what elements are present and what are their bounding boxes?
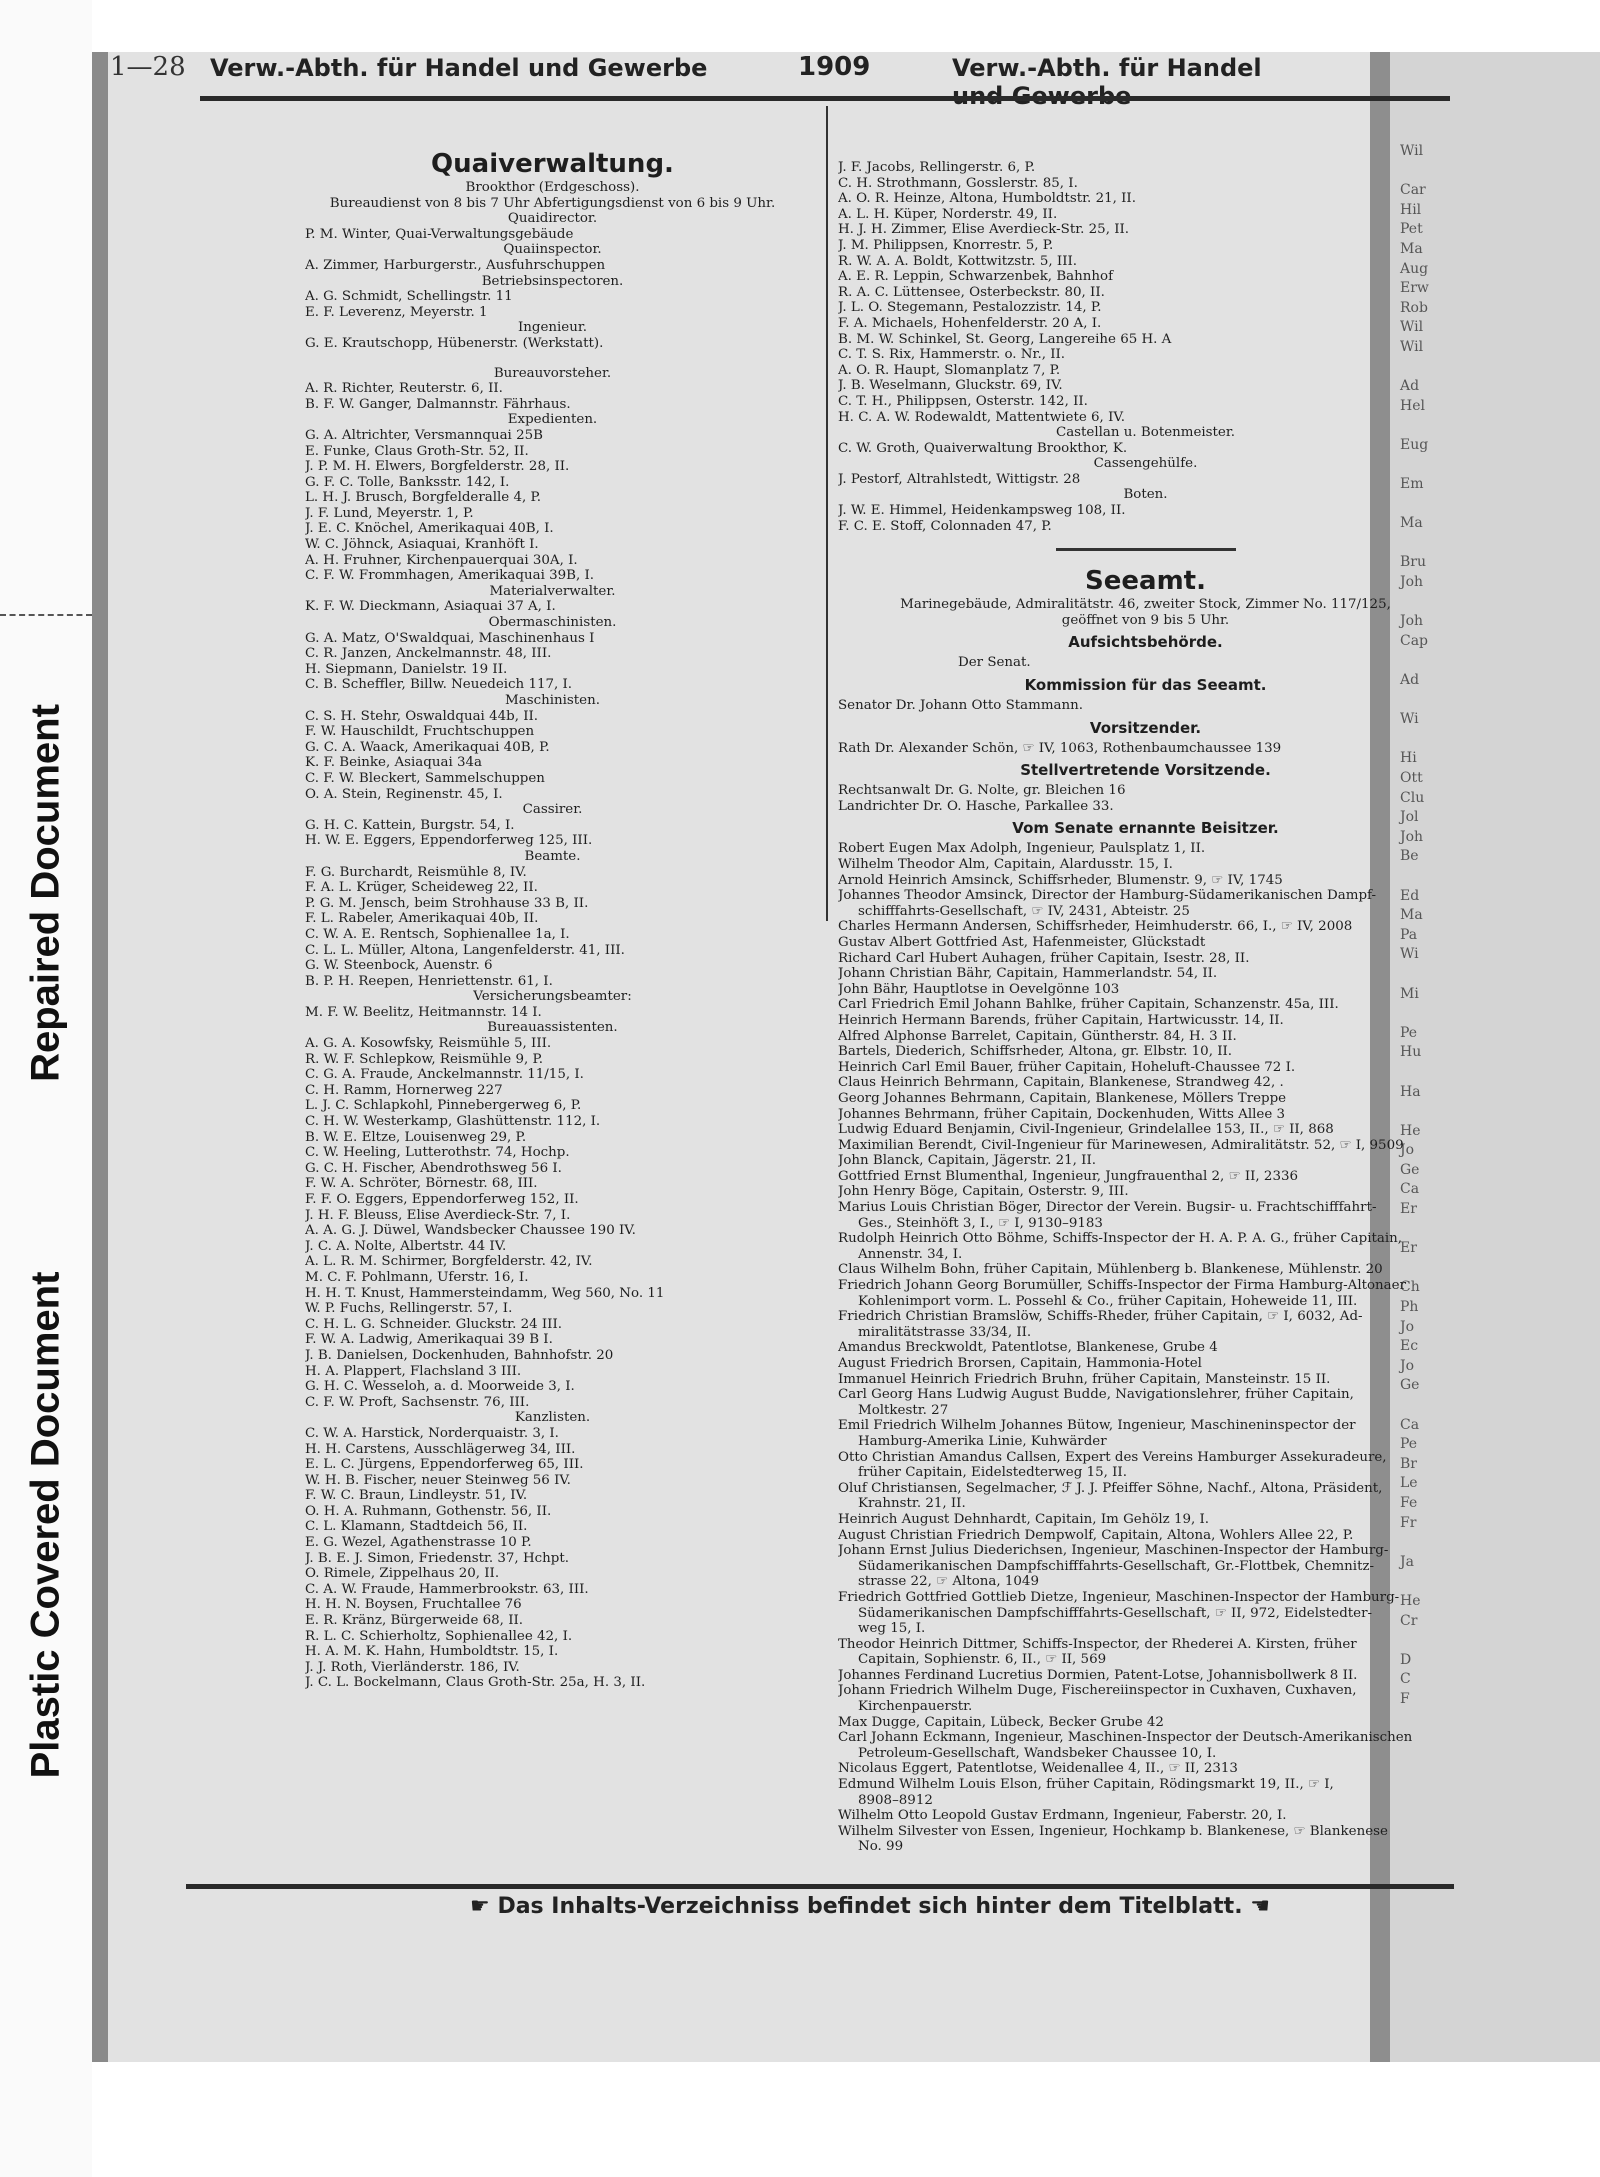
fragment-line: Wil — [1400, 143, 1424, 159]
fragment-line: Pe — [1400, 1436, 1418, 1453]
entry-line: H. C. A. W. Rodewaldt, Mattentwiete 6, IV. — [838, 409, 1125, 425]
entry-line: Robert Eugen Max Adolph, Ingenieur, Paulsplatz 1, II. — [838, 841, 1206, 857]
section-heading: Cassengehülfe. — [1093, 456, 1198, 472]
footer-rule — [186, 1884, 1454, 1889]
kommission-text: Senator Dr. Johann Otto Stammann. — [838, 698, 1084, 714]
entry-line: J. W. E. Himmel, Heidenkampsweg 108, II. — [838, 503, 1126, 519]
fragment-line: Hu — [1400, 1044, 1422, 1061]
entry-line: G. C. A. Waack, Amerikaquai 40B, P. — [305, 739, 550, 755]
entry-line: M. F. W. Beelitz, Heitmannstr. 14 I. — [305, 1004, 542, 1020]
entry-line: F. A. L. Krüger, Scheideweg 22, II. — [305, 880, 538, 896]
entry-line: A. E. R. Leppin, Schwarzenbek, Bahnhof — [838, 269, 1114, 285]
quai-staff-continued — [838, 160, 1453, 534]
entry-line: K. F. W. Dieckmann, Asiaquai 37 A, I. — [305, 599, 556, 615]
entry-line: Marius Louis Christian Böger, Director der Verein. Bugsir- u. Frachtschifffahrt- — [838, 1200, 1377, 1216]
header-right-title: Verw.-Abth. für Handel und Gewerbe — [952, 54, 1262, 110]
entry-line: C. B. Scheffler, Billw. Neuedeich 117, I. — [305, 677, 573, 693]
right-column — [838, 160, 1453, 1855]
entry-line: Claus Heinrich Behrmann, Capitain, Blankenese, Strandweg 42, . — [838, 1075, 1284, 1091]
entry-line: A. L. R. M. Schirmer, Borgfelderstr. 42, IV. — [305, 1254, 593, 1270]
section-heading: Quaiinspector. — [503, 242, 602, 258]
entry-line: C. F. W. Bleckert, Sammelschuppen — [305, 770, 545, 786]
quaiverwaltung-entries — [305, 180, 800, 1691]
entry-line: A. L. H. Küper, Norderstr. 49, II. — [838, 206, 1058, 222]
entry-line: Capitain, Sophienstr. 6, II., ☞ II, 569 — [858, 1652, 1107, 1668]
entry-line: F. W. C. Braun, Lindleystr. 51, IV. — [305, 1488, 528, 1504]
section-heading: Maschinisten. — [505, 693, 600, 708]
entry-line: G. H. C. Wesseloh, a. d. Moorweide 3, I. — [305, 1379, 575, 1395]
entry-line: C. A. W. Fraude, Hammerbrookstr. 63, III. — [305, 1581, 589, 1597]
entry-line: A. H. Fruhner, Kirchenpauerquai 30A, I. — [305, 552, 578, 568]
label-separator — [0, 614, 92, 616]
entry-line: Krahnstr. 21, II. — [858, 1496, 966, 1512]
entry-line: J. E. C. Knöchel, Amerikaquai 40B, I. — [305, 521, 554, 537]
entry-line: weg 15, I. — [858, 1621, 926, 1637]
entry-line: C. G. A. Fraude, Anckelmannstr. 11/15, I. — [305, 1067, 584, 1083]
stellvertreter-line: Rechtsanwalt Dr. G. Nolte, gr. Bleichen 16 — [838, 783, 1126, 799]
entry-line: Alfred Alphonse Barrelet, Capitain, Güntherstr. 84, H. 3 II. — [838, 1028, 1237, 1044]
fragment-line: Mi — [1400, 985, 1419, 1002]
section-heading: Versicherungsbeamter: — [473, 989, 632, 1005]
entry-line: H. A. Plappert, Flachsland 3 III. — [305, 1363, 522, 1379]
entry-line: C. W. Groth, Quaiverwaltung Brookthor, K. — [838, 440, 1128, 456]
entry-line: C. W. A. E. Rentsch, Sophienallee 1a, I. — [305, 926, 570, 942]
entry-line: C. F. W. Proft, Sachsenstr. 76, III. — [305, 1394, 530, 1410]
entry-line: G. C. H. Fischer, Abendrothsweg 56 I. — [305, 1160, 562, 1176]
fragment-line: Ch — [1400, 1279, 1420, 1296]
entry-line: L. H. J. Brusch, Borgfelderalle 4, P. — [305, 490, 542, 506]
entry-line: Friedrich Christian Bramslöw, Schiffs-Rheder, früher Capitain, ☞ I, 6032, Ad- — [838, 1309, 1363, 1325]
fragment-line: Wi — [1400, 946, 1419, 963]
entry-line: J. B. Weselmann, Gluckstr. 69, IV. — [838, 378, 1063, 394]
entry-line: A. O. R. Haupt, Slomanplatz 7, P. — [838, 362, 1061, 378]
fragment-line: Ma — [1400, 907, 1423, 924]
entry-line: E. F. Leverenz, Meyerstr. 1 — [305, 304, 488, 320]
entry-line: Theodor Heinrich Dittmer, Schiffs-Inspector, der Rhederei A. Kirsten, früher — [838, 1636, 1357, 1652]
section-heading: Cassirer. — [522, 802, 583, 818]
fragment-line: Er — [1400, 1201, 1417, 1218]
entry-line: M. C. F. Pohlmann, Uferstr. 16, I. — [305, 1269, 529, 1285]
fragment-line: Rob — [1400, 299, 1428, 316]
entry-line: Amandus Breckwoldt, Patentlotse, Blankenese, Grube 4 — [838, 1340, 1218, 1356]
entry-line: F. F. O. Eggers, Eppendorferweg 152, II. — [305, 1192, 579, 1207]
entry-line: A. A. G. J. Düwel, Wandsbecker Chaussee 190 IV. — [305, 1223, 636, 1239]
entry-line: August Friedrich Brorsen, Capitain, Hammonia-Hotel — [838, 1356, 1202, 1371]
entry-line: G. A. Altrichter, Versmannquai 25B — [305, 427, 543, 443]
entry-line: H. H. N. Boysen, Fruchtallee 76 — [305, 1597, 522, 1613]
entry-line: W. C. Jöhnck, Asiaquai, Kranhöft I. — [305, 537, 539, 553]
entry-line: Oluf Christiansen, Segelmacher, ℱ J. J. Pfeiffer Söhne, Nachf., Altona, Präsident, — [838, 1480, 1383, 1496]
fragment-line: Ma — [1400, 240, 1423, 257]
fragment-line: Wi — [1400, 711, 1419, 728]
fragment-line: He — [1400, 1122, 1421, 1139]
fragment-line: Ca — [1400, 1416, 1420, 1433]
beisitzer-entries — [838, 841, 1453, 1855]
side-labels — [0, 0, 92, 2177]
repaired-document-label: Repaired Document — [23, 704, 68, 1082]
entry-line: C. W. Heeling, Lutterothstr. 74, Hochp. — [305, 1145, 570, 1161]
entry-line: Johannes Theodor Amsinck, Director der Hamburg-Südamerikanischen Dampf- — [838, 888, 1377, 904]
entry-line: Ges., Steinhöft 3, I., ☞ I, 9130–9183 — [858, 1215, 1103, 1231]
entry-line: J. F. Lund, Meyerstr. 1, P. — [305, 505, 474, 521]
entry-line: Südamerikanischen Dampfschifffahrts-Gesellschaft, Gr.-Flottbek, Chemnitz- — [858, 1558, 1375, 1574]
footer-text: Das Inhalts-Verzeichniss befindet sich hinter dem Titelblatt. — [497, 1894, 1243, 1919]
entry-line: G. A. Matz, O'Swaldquai, Maschinenhaus I — [305, 630, 595, 646]
vorsitzender-heading: Vorsitzender. — [1089, 718, 1202, 737]
entry-line: H. A. M. K. Hahn, Humboldtstr. 15, I. — [305, 1644, 559, 1660]
plastic-covered-label: Plastic Covered Document — [23, 1271, 68, 1779]
entry-line: A. O. R. Heinze, Altona, Humboldtstr. 21, II. — [838, 191, 1136, 207]
entry-line: No. 99 — [858, 1839, 904, 1855]
fragment-line: Jol — [1400, 809, 1419, 826]
entry-line: Ludwig Eduard Benjamin, Civil-Ingenieur, Grindelallee 153, II., ☞ II, 868 — [838, 1122, 1334, 1138]
entry-line: früher Capitain, Eidelstedterweg 15, II. — [858, 1465, 1127, 1481]
aufsichtsbehoerde-text: Der Senat. — [958, 655, 1031, 671]
fragment-line: Aug — [1400, 260, 1429, 277]
entry-line: Nicolaus Eggert, Patentlotse, Weidenallee 4, II., ☞ II, 2313 — [838, 1761, 1238, 1777]
entry-line: J. F. Jacobs, Rellingerstr. 6, P. — [838, 160, 1036, 175]
stellvertreter-heading: Stellvertretende Vorsitzende. — [1020, 761, 1271, 780]
section-heading: Castellan u. Botenmeister. — [1055, 425, 1236, 441]
entry-line: Heinrich August Dehnhardt, Capitain, Im Gehölz 19, I. — [838, 1511, 1210, 1527]
section-rule — [1056, 548, 1236, 551]
fragment-line: Joh — [1400, 613, 1424, 630]
entry-line: C. F. W. Frommhagen, Amerikaquai 39B, I. — [305, 568, 595, 584]
section-heading: Beamte. — [524, 848, 581, 864]
entry-line: Immanuel Heinrich Friedrich Bruhn, früher Capitain, Mansteinstr. 15 II. — [838, 1371, 1331, 1387]
spacer — [305, 352, 800, 366]
entry-line: Johann Friedrich Wilhelm Duge, Fischereiinspector in Cuxhaven, Cuxhaven, — [838, 1683, 1357, 1699]
fragment-line: Joh — [1400, 828, 1424, 845]
fragment-line: Ed — [1400, 887, 1420, 904]
entry-line: Wilhelm Silvester von Essen, Ingenieur, Hochkamp b. Blankenese, ☞ Blankenese — [838, 1823, 1388, 1839]
entry-line: G. H. C. Kattein, Burgstr. 54, I. — [305, 817, 515, 833]
fragment-line: Jo — [1400, 1142, 1415, 1159]
column-divider — [826, 106, 828, 921]
fragment-line: Ca — [1400, 1181, 1420, 1198]
entry-line: L. J. C. Schlapkohl, Pinnebergerweg 6, P. — [305, 1098, 582, 1114]
entry-line: C. H. W. Westerkamp, Glashüttenstr. 112, I. — [305, 1114, 601, 1130]
entry-line: Gottfried Ernst Blumenthal, Ingenieur, Jungfrauenthal 2, ☞ II, 2336 — [838, 1168, 1299, 1184]
entry-line: A. R. Richter, Reuterstr. 6, II. — [305, 381, 503, 397]
entry-line: Rudolph Heinrich Otto Böhme, Schiffs-Inspector der H. A. P. A. G., früher Capitain, — [838, 1231, 1403, 1247]
entry-line: Richard Carl Hubert Auhagen, früher Capitain, Isestr. 28, II. — [838, 950, 1250, 966]
entry-line: P. M. Winter, Quai-Verwaltungsgebäude — [305, 226, 574, 242]
fragment-line: Joh — [1400, 574, 1424, 591]
entry-line: P. G. M. Jensch, beim Strohhause 33 B, II. — [305, 895, 589, 911]
fragment-line: Pa — [1400, 926, 1418, 943]
stellvertreter-line: Landrichter Dr. O. Hasche, Parkallee 33. — [838, 798, 1114, 814]
entry-line: F. W. A. Ladwig, Amerikaquai 39 B I. — [305, 1332, 553, 1348]
entry-line: A. Zimmer, Harburgerstr., Ausfuhrschuppen — [305, 257, 606, 273]
entry-line: G. W. Steenbock, Auenstr. 6 — [305, 958, 493, 974]
section-heading: Materialverwalter. — [489, 583, 616, 599]
entry-line: W. P. Fuchs, Rellingerstr. 57, I. — [305, 1301, 513, 1317]
entry-line: Charles Hermann Andersen, Schiffsrheder, Heimhuderstr. 66, I., ☞ IV, 2008 — [838, 919, 1353, 935]
section-heading: Betriebsinspectoren. — [481, 273, 624, 289]
entry-line: Johann Christian Bähr, Capitain, Hammerlandstr. 54, II. — [838, 966, 1218, 982]
header-year: 1909 — [798, 52, 871, 82]
entry-line: Kirchenpauerstr. — [858, 1699, 973, 1715]
entry-line: Georg Johannes Behrmann, Capitain, Blankenese, Möllers Treppe — [838, 1090, 1287, 1106]
fragment-line: Jo — [1400, 1318, 1415, 1335]
entry-line: E. G. Wezel, Agathenstrasse 10 P. — [305, 1535, 532, 1551]
entry-line: B. W. E. Eltze, Louisenweg 29, P. — [305, 1129, 527, 1145]
entry-line: Carl Johann Eckmann, Ingenieur, Maschinen-Inspector der Deutsch-Amerikanischen — [838, 1730, 1413, 1746]
fragment-line: Hel — [1400, 397, 1425, 414]
fragment-line: Cr — [1400, 1612, 1418, 1629]
entry-line: B. F. W. Ganger, Dalmannstr. Fährhaus. — [305, 396, 571, 412]
entry-line: J. L. O. Stegemann, Pestalozzistr. 14, P. — [838, 300, 1102, 316]
fragment-line: Pe — [1400, 1024, 1418, 1041]
fragment-line: Ad — [1400, 672, 1420, 689]
fragment-line: Wil — [1400, 338, 1424, 355]
entry-line: Emil Friedrich Wilhelm Johannes Bütow, Ingenieur, Maschineninspector der — [838, 1418, 1356, 1434]
entry-line: Wilhelm Theodor Alm, Capitain, Alardusstr. 15, I. — [838, 857, 1173, 872]
seeamt-title: Seeamt. — [1085, 566, 1206, 597]
entry-line: J. Pestorf, Altrahlstedt, Wittigstr. 28 — [838, 471, 1081, 487]
vorsitzender-text: Rath Dr. Alexander Schön, ☞ IV, 1063, Rothenbaumchaussee 139 — [838, 740, 1282, 756]
entry-line: F. G. Burchardt, Reismühle 8, IV. — [305, 864, 527, 880]
fragment-line: Bru — [1400, 554, 1426, 571]
fragment-line: Clu — [1400, 789, 1425, 806]
section-heading: Boten. — [1123, 487, 1168, 503]
fragment-line: C — [1400, 1671, 1411, 1688]
entry-line: J. B. E. J. Simon, Friedenstr. 37, Hchpt. — [305, 1550, 569, 1566]
entry-line: Claus Wilhelm Bohn, früher Capitain, Mühlenberg b. Blankenese, Mühlenstr. 20 — [838, 1262, 1383, 1278]
entry-line: Johann Ernst Julius Diederichsen, Ingenieur, Maschinen-Inspector der Hamburg- — [838, 1543, 1389, 1559]
entry-line: C. L. Klamann, Stadtdeich 56, II. — [305, 1519, 528, 1535]
entry-line: strasse 22, ☞ Altona, 1049 — [858, 1574, 1039, 1590]
fragment-line: Ge — [1400, 1377, 1420, 1394]
section-heading: Ingenieur. — [517, 320, 588, 336]
fragment-line: Em — [1400, 476, 1424, 493]
fragment-line: Pet — [1400, 221, 1423, 238]
quaiverwaltung-title: Quaiverwaltung. — [431, 149, 674, 179]
entry-line: Heinrich Hermann Barends, früher Capitain, Hartwicusstr. 14, II. — [838, 1012, 1284, 1028]
kommission-heading: Kommission für das Seeamt. — [1024, 676, 1267, 695]
entry-line: Carl Friedrich Emil Johann Bahlke, früher Capitain, Schanzenstr. 45a, III. — [838, 997, 1339, 1013]
fragment-line: Car — [1400, 182, 1426, 199]
fragment-line: F — [1400, 1690, 1410, 1707]
entry-line: R. W. F. Schlepkow, Reismühle 9, P. — [305, 1051, 544, 1067]
entry-line: Edmund Wilhelm Louis Elson, früher Capitain, Rödingsmarkt 19, II., ☞ I, — [838, 1777, 1334, 1793]
entry-line: Gustav Albert Gottfried Ast, Hafenmeister, Glückstadt — [838, 934, 1206, 950]
entry-line: B. P. H. Reepen, Henriettenstr. 61, I. — [305, 973, 553, 989]
fragment-line: Jo — [1400, 1357, 1415, 1374]
fragment-line: Ja — [1400, 1553, 1414, 1570]
entry-line: Moltkestr. 27 — [858, 1402, 949, 1418]
fragment-line: Hil — [1400, 201, 1422, 218]
entry-line: Johannes Behrmann, früher Capitain, Dockenhuden, Witts Allee 3 — [838, 1106, 1286, 1122]
entry-line: Arnold Heinrich Amsinck, Schiffsrheder, Blumenstr. 9, ☞ IV, 1745 — [838, 872, 1283, 888]
entry-line: Max Dugge, Capitain, Lübeck, Becker Grube 42 — [838, 1714, 1164, 1730]
entry-line: Friedrich Gottfried Gottlieb Dietze, Ingenieur, Maschinen-Inspector der Hamburg- — [838, 1589, 1400, 1605]
entry-line: Südamerikanischen Dampfschifffahrts-Gesellschaft, ☞ II, 972, Eidelstedter- — [858, 1605, 1372, 1621]
entry-line: W. H. B. Fischer, neuer Steinweg 56 IV. — [305, 1472, 571, 1488]
fragment-line: Fr — [1400, 1514, 1417, 1531]
fragment-line: D — [1400, 1651, 1412, 1668]
entry-line: F. L. Rabeler, Amerikaquai 40b, II. — [305, 911, 539, 927]
entry-line: R. L. C. Schierholtz, Sophienallee 42, I. — [305, 1628, 573, 1644]
entry-line: Otto Christian Amandus Callsen, Expert des Vereins Hamburger Assekuradeure, — [838, 1449, 1387, 1465]
entry-line: C. H. L. G. Schneider. Gluckstr. 24 III. — [305, 1316, 563, 1332]
header-rule — [200, 96, 1450, 101]
entry-line: F. W. Hauschildt, Fruchtschuppen — [305, 724, 535, 740]
pointing-hand-icon: ☚ — [1250, 1894, 1270, 1919]
entry-line: H. H. Carstens, Ausschlägerweg 34, III. — [305, 1441, 576, 1457]
entry-line: H. J. H. Zimmer, Elise Averdieck-Str. 25, II. — [838, 222, 1130, 238]
entry-line: J. B. Danielsen, Dockenhuden, Bahnhofstr. 20 — [305, 1347, 614, 1363]
fragment-line: Ec — [1400, 1338, 1419, 1355]
entry-line: miralitätstrasse 33/34, II. — [858, 1324, 1032, 1340]
section-heading: Quaidirector. — [507, 211, 598, 227]
fragment-line: Erw — [1400, 280, 1429, 297]
entry-line: G. E. Krautschopp, Hübenerstr. (Werkstatt). — [305, 335, 604, 351]
fragment-line: Cap — [1400, 632, 1429, 649]
fragment-line: Le — [1400, 1475, 1418, 1492]
entry-line: E. Funke, Claus Groth-Str. 52, II. — [305, 443, 529, 459]
fragment-line: Be — [1400, 848, 1419, 865]
entry-line: Wilhelm Otto Leopold Gustav Erdmann, Ingenieur, Faberstr. 20, I. — [838, 1808, 1287, 1824]
fragment-line: Eug — [1400, 436, 1429, 453]
entry-line: O. H. A. Ruhmann, Gothenstr. 56, II. — [305, 1503, 552, 1519]
entry-line: H. Siepmann, Danielstr. 19 II. — [305, 661, 508, 677]
fragment-line: Ha — [1400, 1083, 1421, 1100]
fragment-line: He — [1400, 1592, 1421, 1609]
section-heading: Obermaschinisten. — [488, 615, 617, 631]
entry-line: E. R. Kränz, Bürgerweide 68, II. — [305, 1613, 524, 1629]
seeamt-hours: geöffnet von 9 bis 5 Uhr. — [1061, 612, 1230, 628]
entry-line: C. S. H. Stehr, Oswaldquai 44b, II. — [305, 708, 539, 724]
entry-line: John Bähr, Hauptlotse in Oevelgönne 103 — [838, 981, 1120, 997]
entry-line: Annenstr. 34, I. — [858, 1246, 963, 1262]
entry-line: J. H. F. Bleuss, Elise Averdieck-Str. 7, I. — [305, 1207, 571, 1223]
header-left-title: Verw.-Abth. für Handel und Gewerbe — [210, 54, 708, 82]
page-header — [110, 48, 1280, 110]
fragment-line: Ge — [1400, 1161, 1420, 1178]
entry-line: John Henry Böge, Capitain, Osterstr. 9, III. — [838, 1184, 1129, 1200]
section-heading: Expedienten. — [507, 412, 598, 428]
fragment-line: Ott — [1400, 770, 1423, 786]
entry-line: Bartels, Diederich, Schiffsrheder, Altona, gr. Elbstr. 10, II. — [838, 1044, 1233, 1060]
section-heading: Bureauvorsteher. — [493, 365, 612, 381]
entry-line: John Blanck, Capitain, Jägerstr. 21, II. — [838, 1153, 1096, 1169]
fragment-line: Ad — [1400, 378, 1420, 395]
entry-line: C. L. L. Müller, Altona, Langenfelderstr. 41, III. — [305, 942, 625, 958]
seeamt-address: Marinegebäude, Admiralitätstr. 46, zweiter Stock, Zimmer No. 117/125, — [900, 597, 1391, 613]
entry-line: J. P. M. H. Elwers, Borgfelderstr. 28, II. — [305, 459, 570, 475]
fragment-line: Ph — [1400, 1299, 1419, 1316]
fragment-line: Wil — [1400, 319, 1424, 336]
entry-line: R. W. A. A. Boldt, Kottwitzstr. 5, III. — [838, 253, 1078, 269]
fragment-line: Ma — [1400, 515, 1423, 532]
entry-line: K. F. Beinke, Asiaquai 34a — [305, 755, 483, 771]
entry-line: schifffahrts-Gesellschaft, ☞ IV, 2431, Abteistr. 25 — [858, 903, 1190, 919]
entry-line: E. L. C. Jürgens, Eppendorferweg 65, III. — [305, 1457, 584, 1473]
left-column — [305, 148, 800, 1691]
entry-line: C. H. Ramm, Hornerweg 227 — [305, 1082, 503, 1098]
entry-line: J. C. L. Bockelmann, Claus Groth-Str. 25a, H. 3, II. — [305, 1675, 646, 1691]
entry-line: 8908–8912 — [858, 1792, 933, 1808]
entry-line: C. H. Strothmann, Gosslerstr. 85, I. — [838, 175, 1078, 191]
pointing-hand-icon: ☛ — [470, 1894, 490, 1919]
section-heading: Brookthor (Erdgeschoss). — [465, 180, 640, 195]
section-heading: Kanzlisten. — [514, 1410, 591, 1426]
entry-line: C. T. H., Philippsen, Osterstr. 142, II. — [838, 393, 1088, 409]
entry-line: Kohlenimport vorm. L. Possehl & Co., früher Capitain, Hoheweide 11, III. — [858, 1293, 1358, 1309]
fragment-line: Br — [1400, 1455, 1417, 1472]
entry-line: O. A. Stein, Reginenstr. 45, I. — [305, 786, 503, 802]
entry-line: G. F. C. Tolle, Banksstr. 142, I. — [305, 474, 510, 490]
entry-line: B. M. W. Schinkel, St. Georg, Langereihe 65 H. A — [838, 331, 1172, 347]
entry-line: Petroleum-Gesellschaft, Wandsbeker Chaussee 10, I. — [858, 1745, 1217, 1761]
fragment-line: Fe — [1400, 1494, 1418, 1511]
entry-line: Hamburg-Amerika Linie, Kuhwärder — [858, 1433, 1107, 1449]
beisitzer-heading: Vom Senate ernannte Beisitzer. — [1012, 819, 1279, 838]
entry-line: Friedrich Johann Georg Borumüller, Schiffs-Inspector der Firma Hamburg-Altonaer — [838, 1278, 1406, 1294]
entry-line: H. W. E. Eggers, Eppendorferweg 125, III. — [305, 833, 593, 849]
entry-line: Carl Georg Hans Ludwig August Budde, Navigationslehrer, früher Capitain, — [838, 1387, 1354, 1403]
entry-line: J. J. Roth, Vierländerstr. 186, IV. — [305, 1659, 520, 1675]
page-number: 1—28 — [110, 52, 186, 82]
entry-line: August Christian Friedrich Dempwolf, Capitain, Altona, Wohlers Allee 22, P. — [838, 1527, 1354, 1543]
entry-line: A. G. Schmidt, Schellingstr. 11 — [305, 289, 513, 305]
entry-line: J. C. A. Nolte, Albertstr. 44 IV. — [305, 1238, 507, 1254]
section-heading: Bureaudienst von 8 bis 7 Uhr Abfertigungsdienst von 6 bis 9 Uhr. — [329, 195, 776, 211]
page-footer — [420, 1894, 1320, 1919]
entry-line: J. M. Philippsen, Knorrestr. 5, P. — [838, 237, 1054, 253]
fragment-line: Hi — [1400, 750, 1417, 767]
entry-line: F. A. Michaels, Hohenfelderstr. 20 A, I. — [838, 315, 1102, 331]
entry-line: H. H. T. Knust, Hammersteindamm, Weg 560, No. 11 — [305, 1285, 665, 1301]
aufsichtsbehoerde-heading: Aufsichtsbehörde. — [1068, 633, 1223, 652]
entry-line: Johannes Ferdinand Lucretius Dormien, Patent-Lotse, Johannisbollwerk 8 II. — [838, 1667, 1358, 1683]
entry-line: O. Rimele, Zippelhaus 20, II. — [305, 1566, 500, 1582]
entry-line: Heinrich Carl Emil Bauer, früher Capitain, Hoheluft-Chaussee 72 I. — [838, 1059, 1296, 1075]
entry-line: R. A. C. Lüttensee, Osterbeckstr. 80, II. — [838, 284, 1105, 300]
entry-line: A. G. A. Kosowfsky, Reismühle 5, III. — [305, 1036, 552, 1052]
entry-line: Maximilian Berendt, Civil-Ingenieur für Marinewesen, Admiralitätstr. 52, ☞ I, 9509 — [838, 1137, 1404, 1153]
entry-line: C. T. S. Rix, Hammerstr. o. Nr., II. — [838, 347, 1066, 363]
entry-line: F. W. A. Schröter, Börnestr. 68, III. — [305, 1176, 538, 1192]
entry-line: F. C. E. Stoff, Colonnaden 47, P. — [838, 518, 1052, 534]
section-heading: Bureauassistenten. — [487, 1020, 618, 1036]
page-binding-edge — [92, 52, 108, 2062]
entry-line: C. W. A. Harstick, Norderquaistr. 3, I. — [305, 1425, 559, 1441]
entry-line: C. R. Janzen, Anckelmannstr. 48, III. — [305, 646, 552, 662]
fragment-line: Er — [1400, 1240, 1417, 1257]
